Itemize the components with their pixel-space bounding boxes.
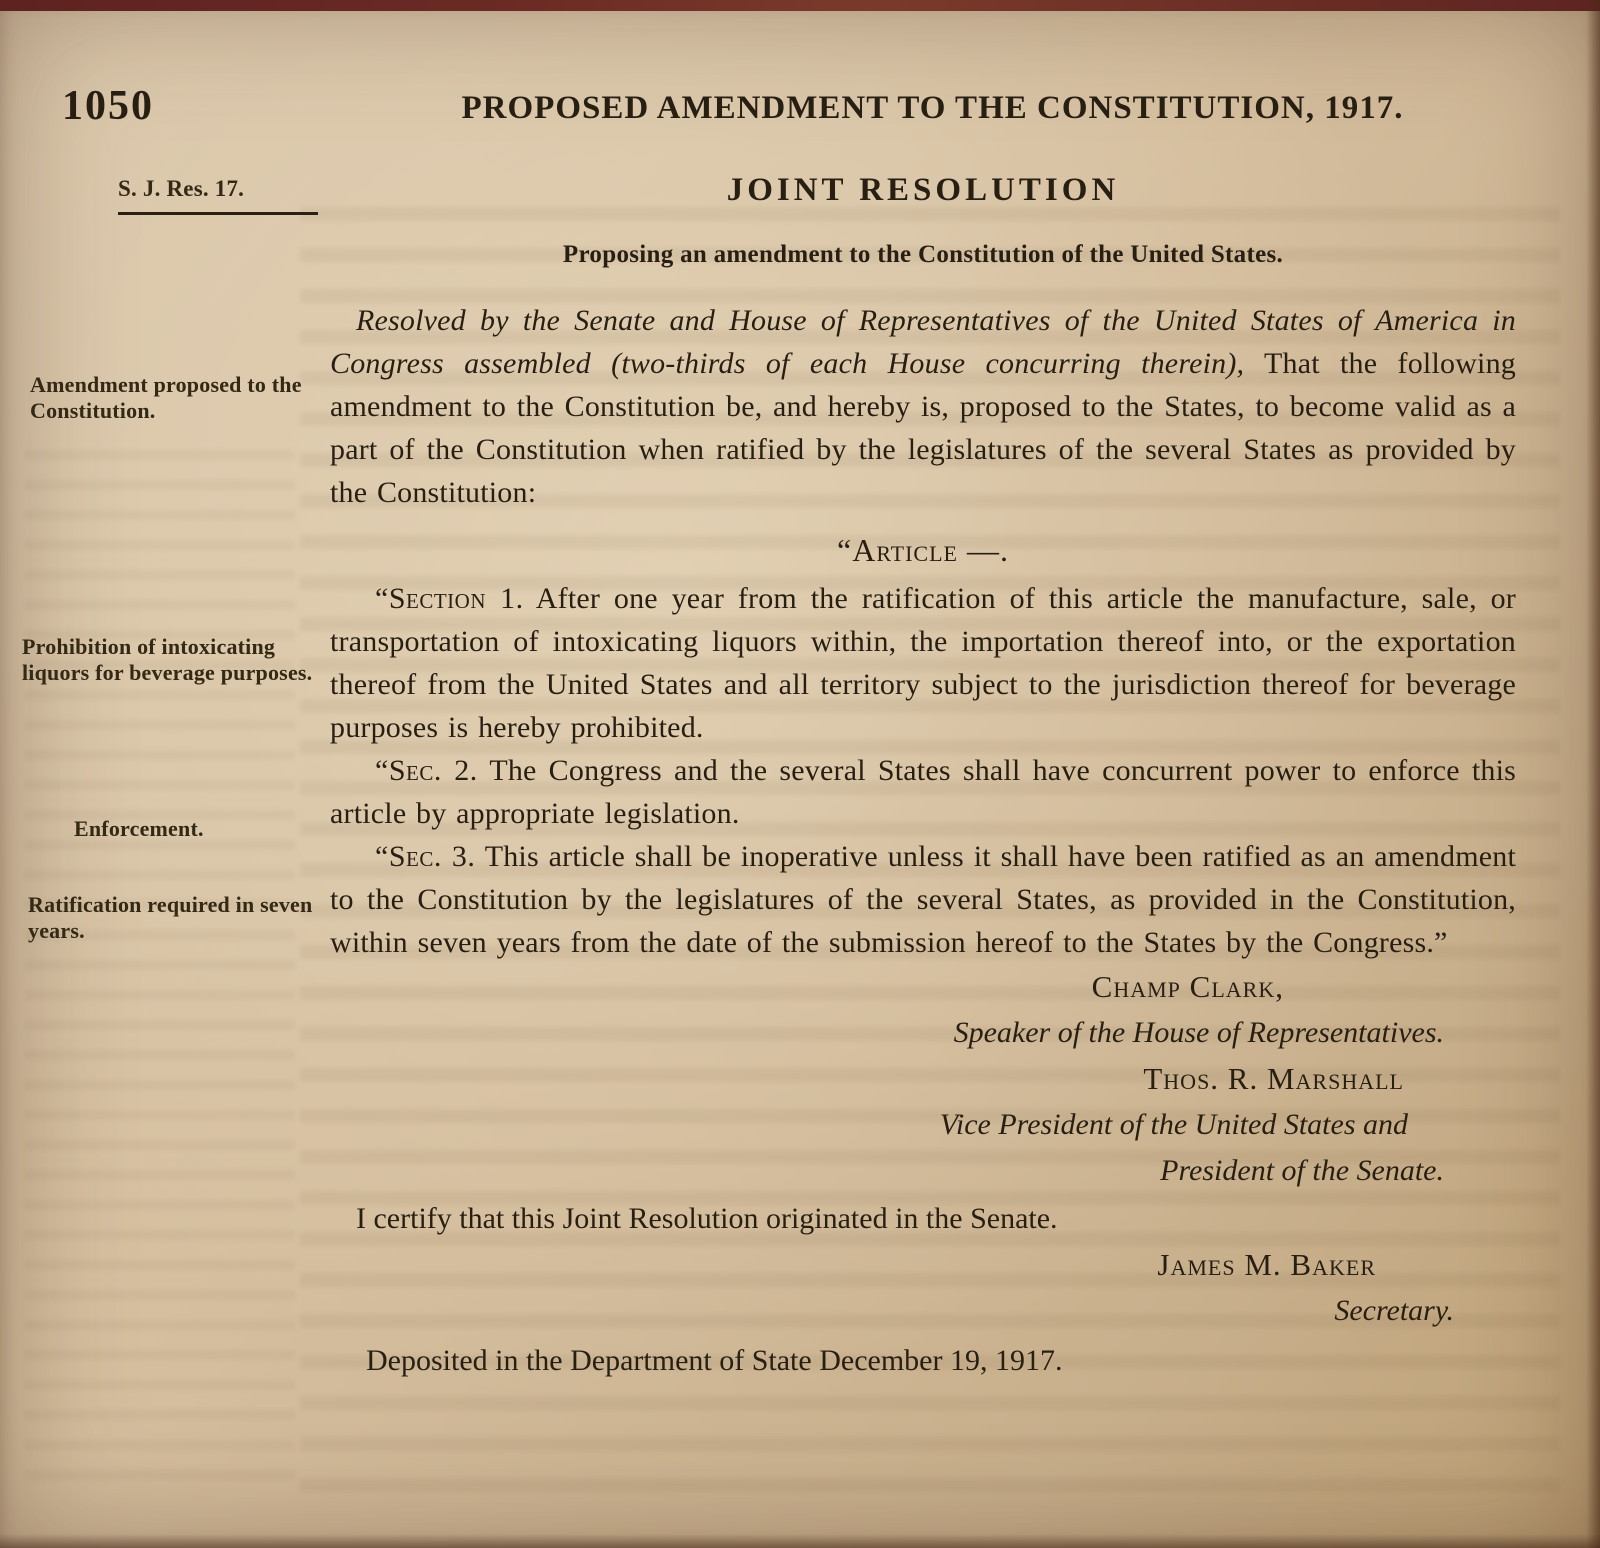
section-1-paragraph (330, 577, 1516, 749)
margin-note-enforcement: Enforcement. (74, 816, 204, 841)
margin-note-prohibition: Prohibition of intoxicating liquors for beverage purposes. (22, 634, 313, 685)
margin-note-sj-res: S. J. Res. 17. (118, 176, 318, 215)
section-2-label: “Sec. 2. (375, 754, 478, 787)
deposited-line: Deposited in the Department of State December 19, 1917. (366, 1344, 1063, 1377)
signature-speaker-title: Speaker of the House of Representatives. (953, 1016, 1444, 1049)
preamble-enacting-clause: Resolved by the Senate and House of Representatives of the United States of America in Congress assembled (two-thirds of each House concurring therein), (330, 304, 1516, 380)
signature-secretary-title: Secretary. (1334, 1294, 1454, 1327)
section-1-text: After one year from the ratification of this article the manufacture, sale, or transportation of intoxicating liquors within, the importation thereof into, or the exportation thereof from the United States and all territory subject to the jurisdiction thereof for beverage purposes is hereby prohibited. (330, 582, 1516, 744)
signature-vp-title-line2: President of the Senate. (1160, 1154, 1444, 1187)
running-header: PROPOSED AMENDMENT TO THE CONSTITUTION, 1917. (461, 90, 1404, 126)
section-3-text: This article shall be inoperative unless it shall have been ratified as an amendment to the Constitution by the legislatures of the several States, as provided in the Constitution, within seven years from the date of the submission hereof to the States by the Congress.” (330, 840, 1516, 959)
resolution-title: JOINT RESOLUTION (726, 172, 1120, 208)
scan-bottom-edge (0, 1534, 1600, 1548)
signature-vp-title-line1: Vice President of the United States and (939, 1108, 1408, 1141)
section-1-label: “Section 1. (375, 582, 524, 615)
signature-secretary-name: James M. Baker (1157, 1247, 1376, 1282)
scan-right-edge (1586, 0, 1600, 1548)
main-text-column (330, 172, 1516, 1384)
scan-top-edge (0, 0, 1600, 11)
section-2-text: The Congress and the several States shall have concurrent power to enforce this article by appropriate legislation. (330, 754, 1516, 830)
page-number: 1050 (62, 83, 154, 129)
certification-line: I certify that this Joint Resolution originated in the Senate. (356, 1202, 1058, 1235)
signature-vp-name: Thos. R. Marshall (1143, 1061, 1404, 1096)
section-2-paragraph (330, 749, 1516, 835)
article-heading: “Article —. (837, 532, 1009, 568)
resolution-subtitle: Proposing an amendment to the Constitution of the United States. (562, 241, 1284, 268)
section-3-paragraph (330, 835, 1516, 964)
margin-note-amendment: Amendment proposed to the Constitution. (30, 372, 302, 423)
preamble-body: That the following amendment to the Constitution be, and hereby is, proposed to the States, to become valid as a part of the Constitution when ratified by the legislatures of the several States as provided by the Constitution: (330, 347, 1516, 509)
signature-speaker-name: Champ Clark, (1091, 969, 1284, 1004)
margin-note-ratification: Ratification required in seven years. (28, 892, 313, 943)
preamble-paragraph (330, 299, 1516, 514)
ink-bleedthrough-margin (25, 430, 295, 1488)
section-3-label: “Sec. 3. (375, 840, 476, 873)
